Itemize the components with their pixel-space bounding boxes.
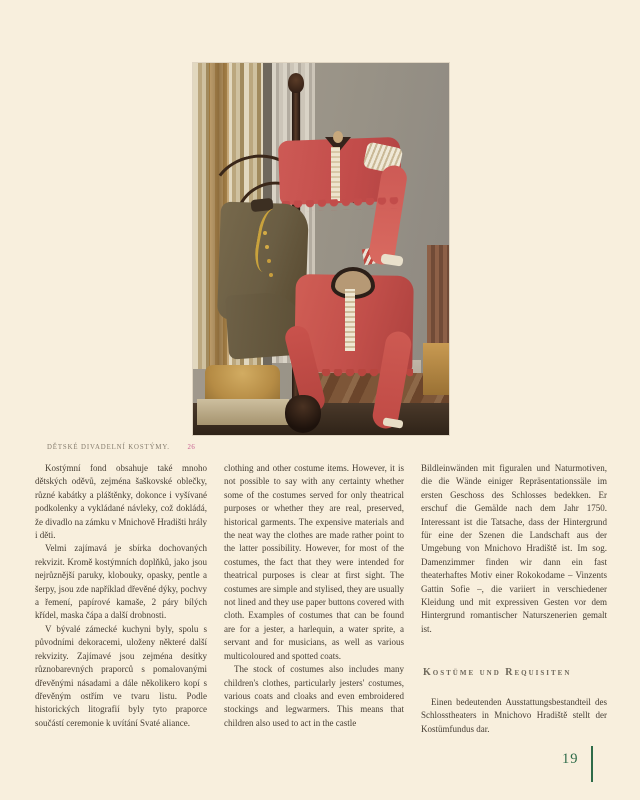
czech-paragraph: Kostýmní fond obsahuje také mnoho dětských oděvů, zejména šaškovské oblečky, různé kabátky a pláštěnky, dokonce i vyšívané podkolenky a vykládané návleky, což dokládá, že divadlo na zámku v Mnichově Hradišti hrály i děti. (35, 463, 207, 541)
german-paragraph: Einen bedeutenden Ausstattungsbestandteil des Schlosstheaters in Mnichovo Hradiště stellt der Kostümfundus dar. (421, 696, 607, 734)
german-paragraph: Bildleinwänden mit figuralen und Naturmotiven, die die Wände einiger Repräsentationssäle im ersten Geschoss des Schlosses bedekken. Er erschuf die Gemälde nach dem Jahr 1750. Interessant ist die Tatsache, dass der Hintergrund für eine der Szenen die Landschaft aus der Umgebung von Mnichovo Hradiště ist. Im sog. Damenzimmer finden wir dann ein fast theaterhaftes Motiv einer Rokokodame – Vinzents Gattin Sofie –, die variiert in verschiedener Kleidung und mit expressiven Gesten vor dem Hintergrund romantischer Naturszenerien gemalt ist. (421, 463, 607, 634)
coat-stand-finial (288, 73, 304, 93)
czech-paragraph: Velmi zajímavá je sbírka dochovaných rekvizit. Kromě kostýmních doplňků, jako jsou nejrůznější paruky, klobouky, opasky, pentle a šerpy, jsou zde například dřevěné dýky, pochvy a řemení, papírové kamaše, 2 páry bílých křídel, maska čápa a další drobnosti. (35, 543, 207, 621)
german-section-heading: Kostüme und Requisiten (423, 667, 572, 679)
english-paragraph: The stock of costumes also includes many children's clothes, particularly jesters' costumes, various coats and cloaks and even embroidered stockings and legwarmers. This means that children also used to act in the castle (224, 664, 404, 728)
photo-caption (47, 444, 195, 451)
marble-column-right (427, 245, 449, 349)
column-czech (35, 462, 207, 736)
column-plinth-left (197, 399, 289, 425)
english-paragraph: clothing and other costume items. However, it is not possible to say with any certainty whether some of the costumes served for only theatrical purposes or whether they are real, preserved, historical garments. The expensive materials and the neat way the clothes are made rather point to the latter possibility. However, for most of the costumes, the fact that they were intended for theatrical purposes is clear at first sight. The costumes are simple and stylised, they are usually not lined and they use paper buttons covered with cloth. Examples of costumes that can be found are for a jester, a harlequin, a water sprite, a servant and for musicians, as well as various multicoloured and spotted coats. (224, 463, 404, 661)
costume-photo (193, 63, 449, 435)
red-jacket-lower-lace-front (345, 289, 355, 351)
wooden-hanger-knob (333, 131, 343, 143)
page-number-rule (591, 746, 593, 782)
olive-coat-buttons (263, 231, 267, 235)
column-english (224, 462, 404, 736)
czech-paragraph: V bývalé zámecké kuchyni byly, spolu s původními dekoracemi, uloženy některé další rekvizity. Zajímavé jsou zejména desítky různobarevných praporců s pomalovanými dřevěnými násadami a dále několikero kopí s dřevěným ostřím ve tvaru listu. Podle historických litografií byly tyto praporce součástí ceremonie k uvítání Svaté aliance. (35, 623, 207, 728)
photo-caption-label: DĚTSKÉ DIVADELNÍ KOSTÝMY. (47, 444, 170, 451)
coat-stand-base (285, 395, 321, 433)
text-columns (35, 462, 608, 736)
red-jacket-upper-lace-front (331, 147, 340, 201)
page-number: 19 (562, 751, 579, 767)
column-german (421, 462, 607, 736)
photo-caption-ref-number: 26 (187, 444, 196, 451)
column-base-right (423, 343, 449, 395)
